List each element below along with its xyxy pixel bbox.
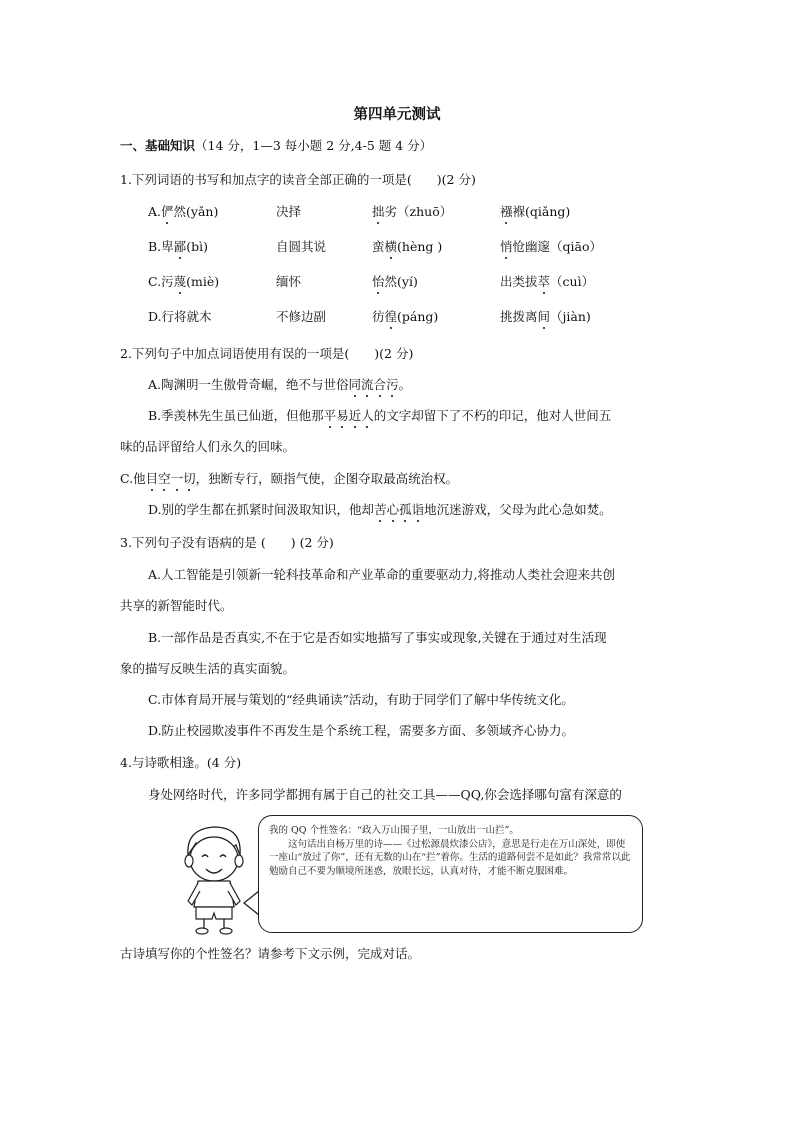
- q1-option-b-word4: 悄怆幽邃（qiāo）: [500, 239, 602, 254]
- bubble-signature-line: 我的 QQ 个性签名：“政入万山围子里，一山放出一山拦”。: [269, 825, 519, 836]
- q1-option-b-word3: 蛮横(hèng ): [372, 239, 443, 254]
- q3-option-d: D.防止校园欺凌事件不再发生是个系统工程，需要多方面、多领域齐心协力。: [148, 723, 575, 738]
- q1-option-a-word1: A.俨然(yǎn): [148, 204, 219, 219]
- q4-paragraph-line2: 古诗填写你的个性签名？请参考下文示例，完成对话。: [120, 946, 421, 961]
- bubble-explanation: 这句话出自杨万里的诗——《过松源晨炊漆公店》，意思是行走在万山深处，即使一座山“放过了你”，还有无数的山在“拦”着你。生活的道路何尝不是如此？我常常以此勉励自己不要为顺境所迷惑，放眼长远，认真对待，才能不断克服困难。: [269, 838, 631, 877]
- q1-option-d-word2: 不修边副: [276, 309, 327, 324]
- q1-option-d-word3: 彷徨(páng): [372, 309, 439, 324]
- q1-option-b-word2: 自圆其说: [276, 239, 327, 254]
- q3-option-a-line2: 共享的新智能时代。: [120, 598, 233, 613]
- q3-stem: 3.下列句子没有语病的是 ( ) (2 分): [120, 535, 334, 550]
- q3-option-b-line2: 象的描写反映生活的真实面貌。: [120, 661, 296, 676]
- q2-option-b-line2: 味的品评留给人们永久的回味。: [120, 439, 296, 454]
- q1-option-c-word2: 缅怀: [276, 274, 302, 289]
- q3-option-a-line1: A.人工智能是引领新一轮科技革命和产业革命的重要驱动力,将推动人类社会迎来共创: [148, 567, 615, 582]
- section-note: （14 分，1—3 每小题 2 分,4-5 题 4 分）: [195, 138, 433, 153]
- q4-stem: 4.与诗歌相逢。(4 分): [120, 755, 242, 770]
- qq-signature-illustration: [170, 815, 650, 935]
- q1-option-d-word4: 挑拨离间（jiàn): [500, 309, 591, 324]
- q1-option-c-word3: 怡然(yí): [372, 274, 418, 289]
- q2-option-d: D.别的学生都在抓紧时间汲取知识，他却苦心孤诣地沉迷游戏，父母为此心急如焚。: [148, 502, 612, 517]
- page-title: 第四单元测试: [353, 107, 441, 123]
- q1-option-a-word2: 决择: [276, 204, 302, 219]
- q2-option-c: C.他目空一切，独断专行，颐指气使，企图夺取最高统治权。: [120, 471, 459, 486]
- speech-bubble: [258, 815, 643, 933]
- q1-option-c-word1: C.污蔑(miè): [148, 274, 220, 289]
- q3-option-c: C.市体育局开展与策划的“经典诵读”活动，有助于同学们了解中华传统文化。: [148, 692, 574, 707]
- q1-option-d-word1: D.行将就木: [148, 309, 212, 324]
- q1-option-a-word3: 拙劣（zhuō）: [372, 204, 453, 219]
- q2-option-b-line1: B.季羡林先生虽已仙逝，但他那平易近人的文字却留下了不朽的印记，他对人世间五: [148, 408, 612, 423]
- q1-option-b-word1: B.卑鄙(bì): [148, 239, 208, 254]
- q4-paragraph-line1: 身处网络时代，许多同学都拥有属于自己的社交工具——QQ,你会选择哪句富有深意的: [148, 787, 622, 802]
- q2-stem: 2.下列句子中加点词语使用有误的一项是( )(2 分): [120, 346, 414, 361]
- q3-option-b-line1: B.一部作品是否真实,不在于它是否如实地描写了事实或现象,关键在于通过对生活现: [148, 630, 607, 645]
- q1-option-c-word4: 出类拔萃（cuì）: [500, 274, 595, 289]
- section-label: 一、基础知识: [120, 138, 196, 153]
- q1-stem: 1.下列词语的书写和加点字的读音全部正确的一项是( )(2 分): [120, 172, 476, 187]
- section-heading-basic-knowledge: [120, 138, 432, 154]
- q2-option-a: A.陶渊明一生傲骨奇崛，绝不与世俗同流合污。: [148, 377, 412, 392]
- q1-option-a-word4: 襁褓(qiǎng): [500, 204, 571, 219]
